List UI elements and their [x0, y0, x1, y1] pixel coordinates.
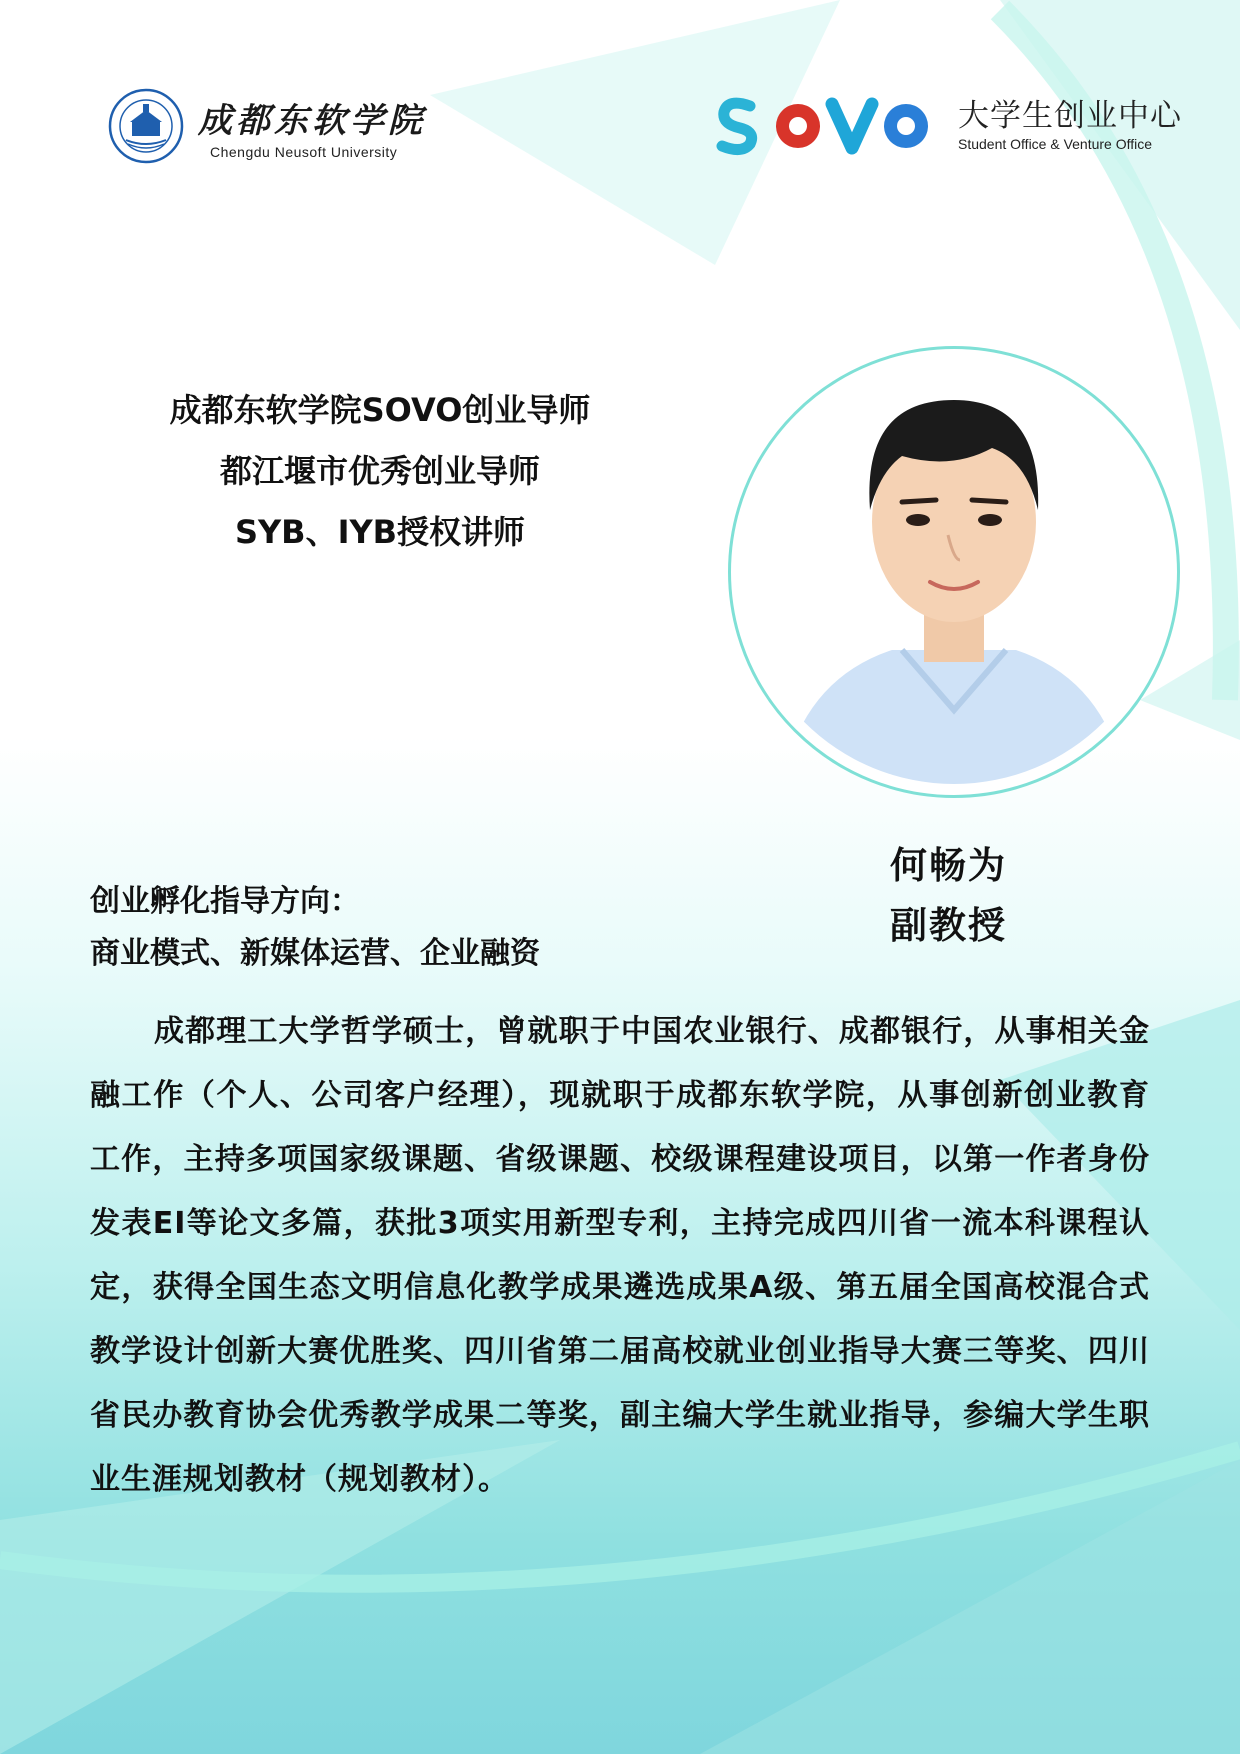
title-list: [100, 380, 660, 563]
portrait-photo: [742, 360, 1166, 784]
sovo-wordmark: [714, 96, 934, 156]
person-portrait-icon: [742, 360, 1166, 784]
university-name-cn: 成都东软学院: [198, 100, 426, 141]
sovo-name-cn: 大学生创业中心: [958, 98, 1182, 134]
title-line: 都江堰市优秀创业导师: [219, 452, 540, 490]
university-logo: [108, 88, 426, 164]
profile-block: [890, 836, 1007, 956]
biography-paragraph: 成都理工大学哲学硕士，曾就职于中国农业银行、成都银行，从事相关金融工作（个人、公司客户经理），现就职于成都东软学院，从事创新创业教育工作，主持多项国家级课题、省级课题、校级课程建设项目，以第一作者身份发表EI等论文多篇，获批3项实用新型专利，主持完成四川省一流本科课程认定，获得全国生态文明信息化教学成果遴选成果A级、第五届全国高校混合式教学设计创新大赛优胜奖、四川省第二届高校就业创业指导大赛三等奖、四川省民办教育协会优秀教学成果二等奖，副主编大学生就业指导，参编大学生职业生涯规划教材（规划教材）。: [90, 1014, 1150, 1497]
title-line: SYB、IYB授权讲师: [234, 513, 526, 551]
direction-label: 创业孵化指导方向：: [90, 884, 360, 919]
university-seal-icon: [108, 88, 184, 164]
title-line: 成都东软学院SOVO创业导师: [169, 391, 591, 429]
university-name-en: Chengdu Neusoft University: [210, 143, 398, 160]
person-position: 副教授: [890, 904, 1007, 947]
person-name: 何畅为: [890, 844, 1007, 887]
guidance-direction: [90, 876, 540, 980]
direction-value: 商业模式、新媒体运营、企业融资: [90, 936, 540, 971]
sovo-name-en: Student Office & Venture Office: [958, 136, 1153, 152]
